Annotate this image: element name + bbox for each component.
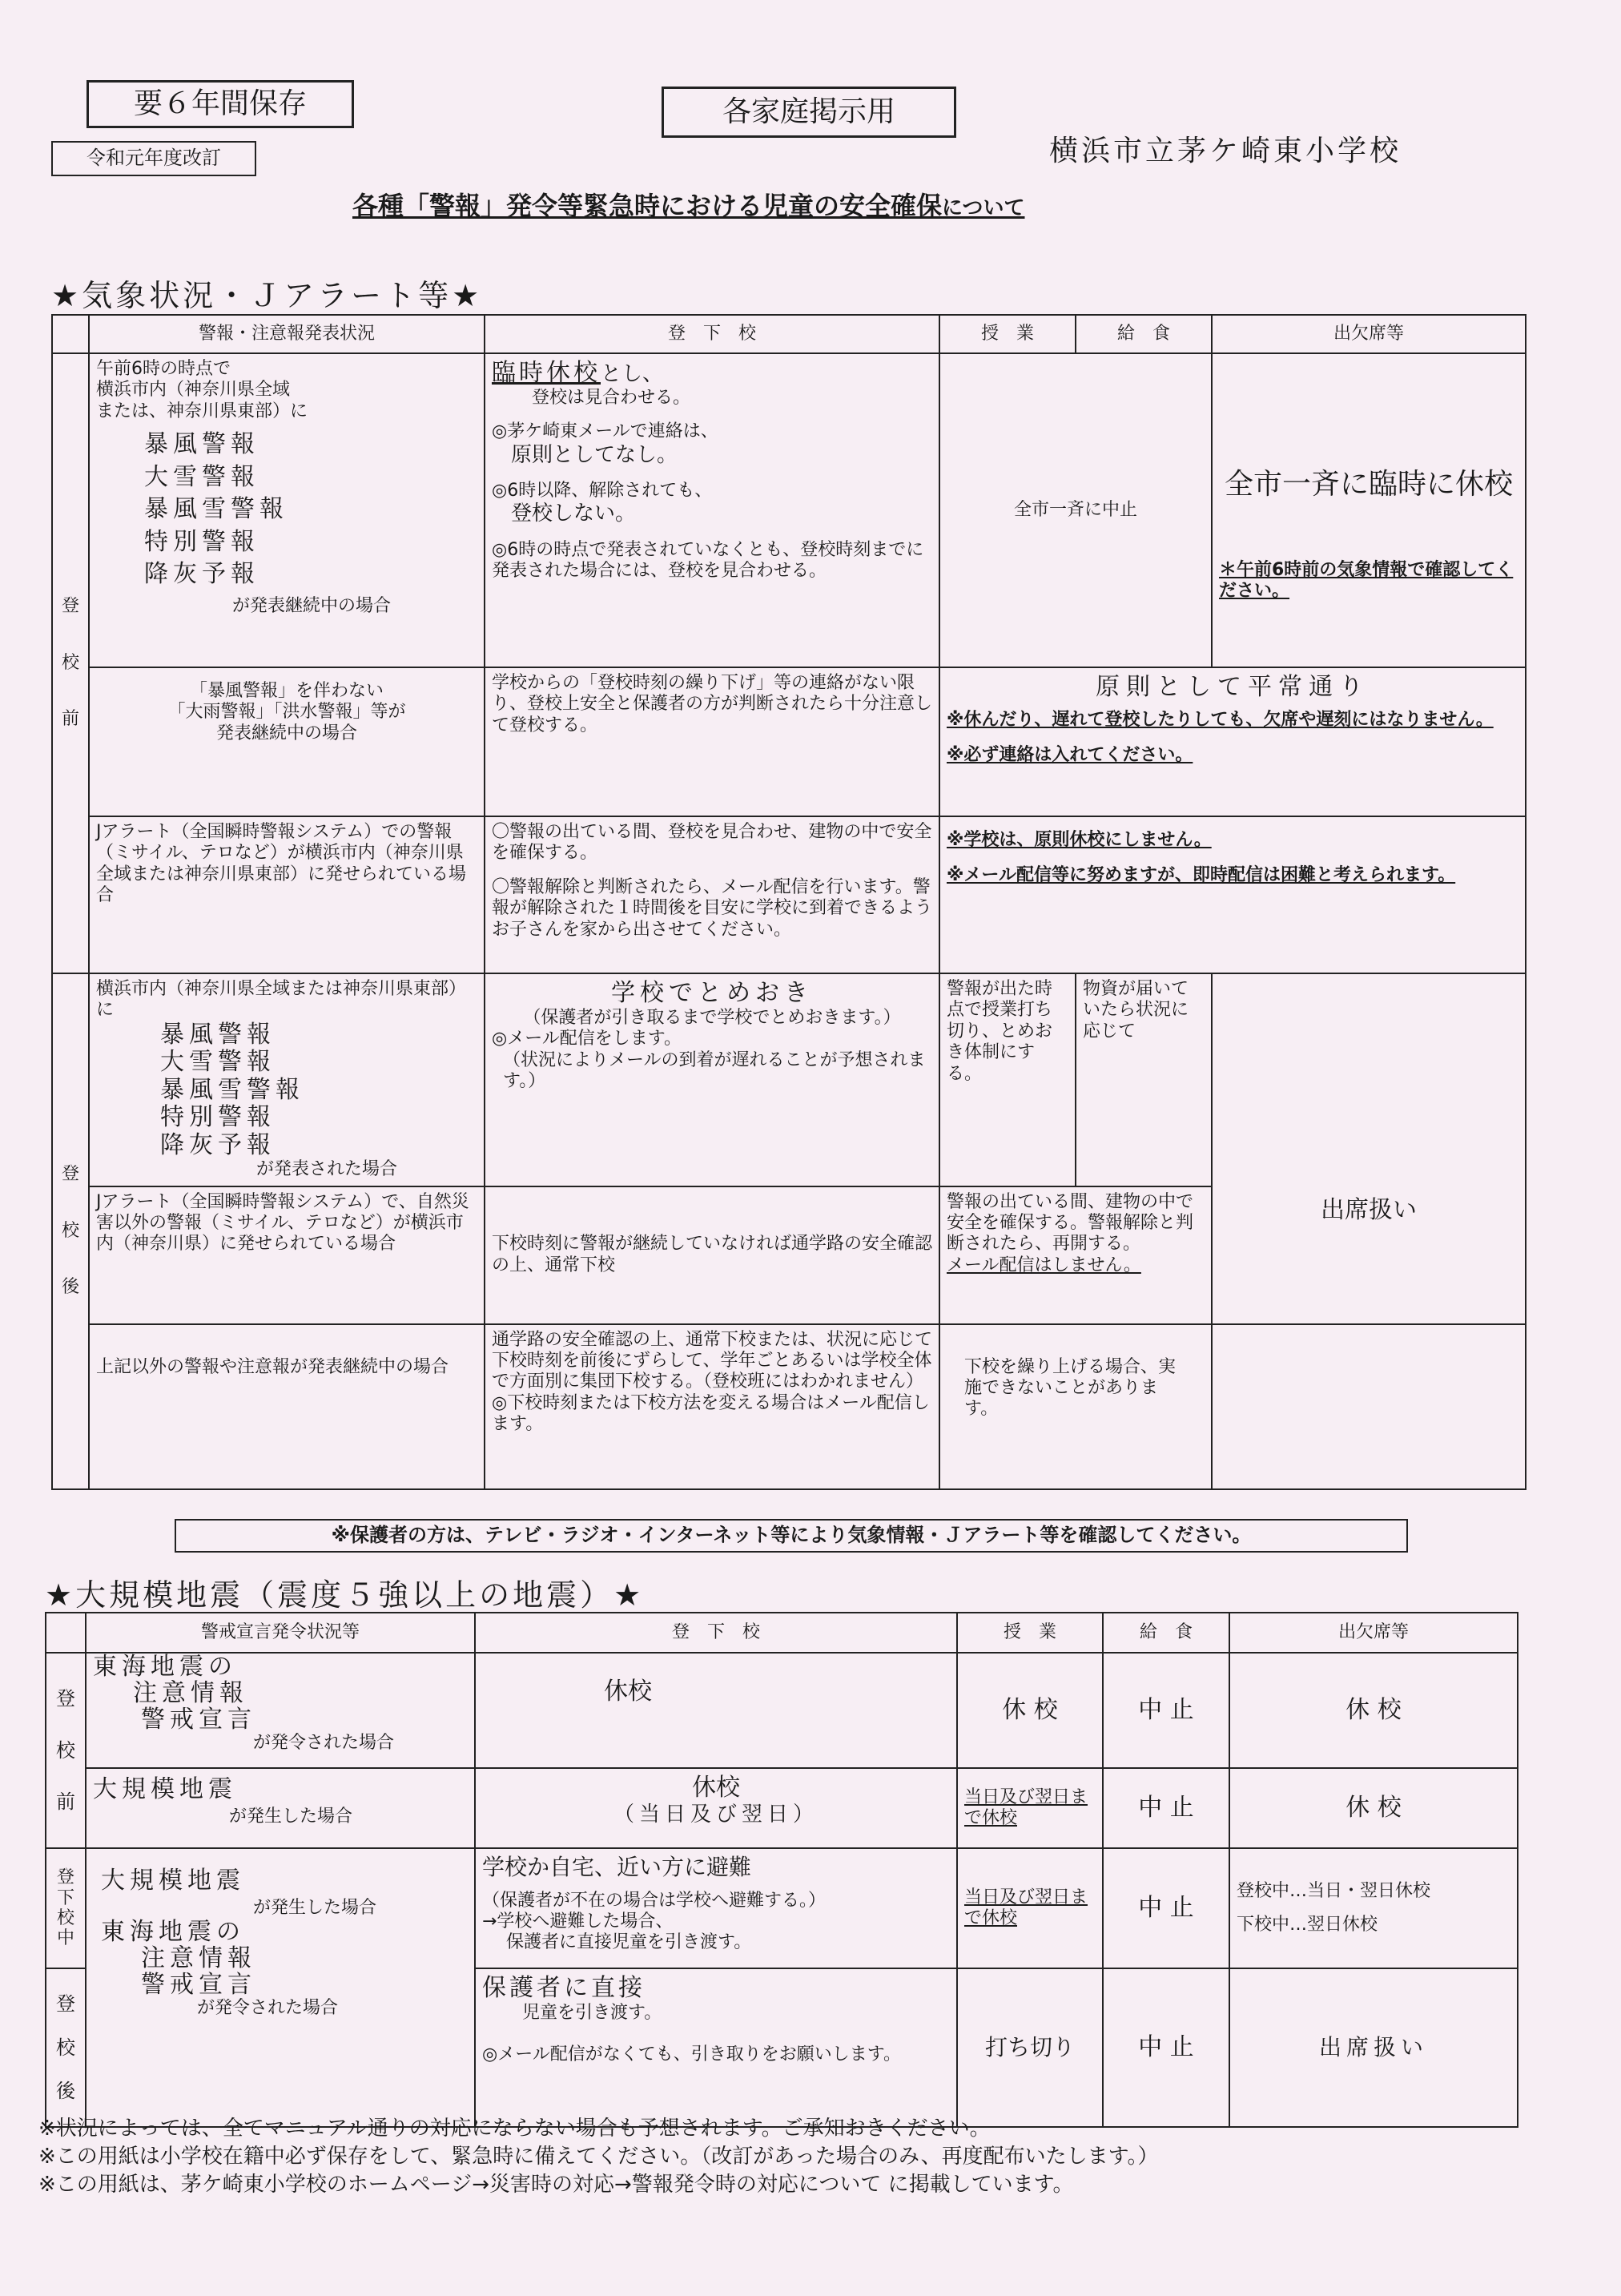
header-lunch: 給 食: [1076, 315, 1212, 353]
cell-attendance: 全市一斉に臨時に休校 ＊午前6時前の気象情報で確認してください。: [1212, 353, 1526, 667]
header-commute: 登 下 校: [485, 315, 939, 353]
cell-attendance: 休 校: [1229, 1653, 1518, 1768]
footer-note: ※この用紙は、茅ケ崎東小学校のホームページ→災害時の対応→警報発令時の対応について に掲載しています。: [38, 2173, 1074, 2197]
cell-class: 当日及び翌日まで休校: [957, 1848, 1103, 1968]
cell-commute: 通学路の安全確認の上、通常下校または、状況に応じて下校時刻を前後にずらして、学年ごとあるいは学校全体で方面別に集団下校する。（登校班にはわかれません） ◎下校時刻または下校方法を変える場合はメール配信します。: [485, 1324, 939, 1489]
cell-commute: 学校でとめおき （保護者が引き取るまで学校でとめおきます。） ◎メール配信をします。 （状況によりメールの到着が遅れることが予想されます。）: [485, 973, 939, 1186]
cell-attendance: 出席扱い: [1212, 973, 1526, 1324]
school-name: 横浜市立茅ケ崎東小学校: [1049, 135, 1402, 167]
cell-attendance-empty: [1212, 1324, 1526, 1489]
cell-commute: 保護者に直接 児童を引き渡す。 ◎メール配信がなくても、引き取りをお願いします。: [475, 1968, 957, 2127]
cell-commute: 臨時休校とし、 登校は見合わせる。 ◎茅ケ崎東メールで連絡は、 原則としてなし。 ◎6時以降、解除されても、 登校しない。 ◎6時の時点で発表されていなくとも、登校時刻までに発表された場合には、登校を見合わせる。: [485, 353, 939, 667]
table-header-row: [52, 315, 1526, 353]
weather-notice: ※保護者の方は、テレビ・ラジオ・インターネット等により気象情報・Ｊアラート等を確認してください。: [175, 1519, 1408, 1553]
cell-attendance: 出席扱い: [1229, 1968, 1518, 2127]
cell-class-lunch: 全市一斉に中止: [939, 353, 1212, 667]
side-label-before: 登 校 前: [52, 353, 89, 973]
footer-note: ※状況によっては、全てマニュアル通りの対応にならない場合も予想されます。ご承知おきください。: [38, 2117, 991, 2141]
header-status: 警報・注意報発表状況: [89, 315, 485, 353]
revision-label: 令和元年度改訂: [51, 141, 256, 176]
cell-attendance: 休 校: [1229, 1768, 1518, 1848]
table-row: [46, 1653, 1518, 1768]
cell-commute: 学校からの「登校時刻の繰り下げ」等の連絡がない限り、登校上安全と保護者の方が判断されたら十分注意して登校する。: [485, 667, 939, 816]
cell-lunch: 中 止: [1103, 1848, 1229, 1968]
cell-lunch: 中 止: [1103, 1768, 1229, 1848]
cell-lunch: 物資が届いていたら状況に応じて: [1076, 973, 1212, 1186]
cell-policy: ※学校は、原則休校にしません。 ※メール配信等に努めますが、即時配信は困難と考えられます。: [939, 816, 1526, 973]
weather-section-title: ★気象状況・Ｊアラート等★: [51, 278, 483, 313]
cell-commute: 休校 （当日及び翌日）: [475, 1768, 957, 1848]
cell-lunch: 中 止: [1103, 1653, 1229, 1768]
table-row: [52, 667, 1526, 816]
table-row: [46, 1768, 1518, 1848]
cell-class: 下校を繰り上げる場合、実施できないことがあります。: [939, 1324, 1212, 1489]
cell-class: 当日及び翌日まで休校: [957, 1768, 1103, 1848]
cell-policy: 原則として平常通り ※休んだり、遅れて登校したりしても、欠席や遅刻にはなりません。 ※必ず連絡は入れてください。: [939, 667, 1526, 816]
table-row: [46, 1848, 1518, 1968]
cell-class: 警報の出ている間、建物の中で安全を確保する。警報解除と判断されたら、再開する。 メール配信はしません。: [939, 1186, 1212, 1324]
cell-status: 上記以外の警報や注意報が発表継続中の場合: [89, 1324, 485, 1489]
header-class: 授 業: [939, 315, 1076, 353]
cell-status: 午前6時の時点で 横浜市内（神奈川県全域 または、神奈川県東部）に 暴風警報 大雪警報 暴風雪警報 特別警報 降灰予報 が発表継続中の場合: [89, 353, 485, 667]
table-row: [52, 816, 1526, 973]
cell-commute: 〇警報の出ている間、登校を見合わせ、建物の中で安全を確保する。 〇警報解除と判断されたら、メール配信を行います。警報が解除された１時間後を目安に学校に到着できるようお子さんを家から出させてください。: [485, 816, 939, 973]
side-label-after: 登 校 後: [46, 1968, 86, 2127]
cell-commute: 休校: [475, 1653, 957, 1768]
table-header-row: [46, 1613, 1518, 1653]
keep-label: 要６年間保存: [86, 80, 354, 128]
quake-table: [45, 1612, 1518, 2128]
page-title: 各種「警報」発令等緊急時における児童の安全確保について: [352, 191, 1025, 221]
cell-commute: 下校時刻に警報が継続していなければ通学路の安全確認の上、通常下校: [485, 1186, 939, 1324]
cell-status: Jアラート（全国瞬時警報システム）での警報（ミサイル、テロなど）が横浜市内（神奈川県全域または神奈川県東部）に発せられている場合: [89, 816, 485, 973]
header-commute: 登 下 校: [475, 1613, 957, 1653]
table-row: [52, 973, 1526, 1186]
table-row: [52, 353, 1526, 667]
cell-status: Jアラート（全国瞬時警報システム）で、自然災害以外の警報（ミサイル、テロなど）が横浜市内（神奈川県）に発せられている場合: [89, 1186, 485, 1324]
header-lunch: 給 食: [1103, 1613, 1229, 1653]
side-label-before: 登 校 前: [46, 1653, 86, 1848]
side-label-during: 登 下 校 中: [46, 1848, 86, 1968]
table-row: [52, 1324, 1526, 1489]
header-status: 警戒宣言発令状況等: [86, 1613, 475, 1653]
cell-status: 横浜市内（神奈川県全域または神奈川県東部）に 暴風警報 大雪警報 暴風雪警報 特別警報 降灰予報 が発表された場合: [89, 973, 485, 1186]
cell-lunch: 中 止: [1103, 1968, 1229, 2127]
side-label-after: 登 校 後: [52, 973, 89, 1489]
cell-commute: 学校か自宅、近い方に避難 （保護者が不在の場合は学校へ避難する。） →学校へ避難した場合、 保護者に直接児童を引き渡す。: [475, 1848, 957, 1968]
cell-attendance: 登校中…当日・翌日休校 下校中…翌日休校: [1229, 1848, 1518, 1968]
cell-status: 大規模地震 が発生した場合 東海地震の 注意情報 警戒宣言 が発令された場合: [86, 1848, 475, 2127]
header-attendance: 出欠席等: [1229, 1613, 1518, 1653]
header-attendance: 出欠席等: [1212, 315, 1526, 353]
cell-class: 警報が出た時点で授業打ち切り、とめおき体制にする。: [939, 973, 1076, 1186]
footer-notes: [38, 2115, 1600, 2199]
cell-class: 打ち切り: [957, 1968, 1103, 2127]
cell-status: 大規模地震 が発生した場合: [86, 1768, 475, 1848]
cell-status: 「暴風警報」を伴わない 「大雨警報」「洪水警報」等が 発表継続中の場合: [89, 667, 485, 816]
footer-note: ※この用紙は小学校在籍中必ず保存をして、緊急時に備えてください。（改訂があった場合のみ、再度配布いたします。）: [38, 2145, 1159, 2169]
post-label: 各家庭掲示用: [662, 87, 956, 138]
quake-section-title: ★大規模地震（震度５強以上の地震）★: [45, 1577, 645, 1613]
weather-table: [51, 314, 1526, 1490]
header-class: 授 業: [957, 1613, 1103, 1653]
cell-class: 休 校: [957, 1653, 1103, 1768]
cell-status: 東海地震の 注意情報 警戒宣言 が発令された場合: [86, 1653, 475, 1768]
